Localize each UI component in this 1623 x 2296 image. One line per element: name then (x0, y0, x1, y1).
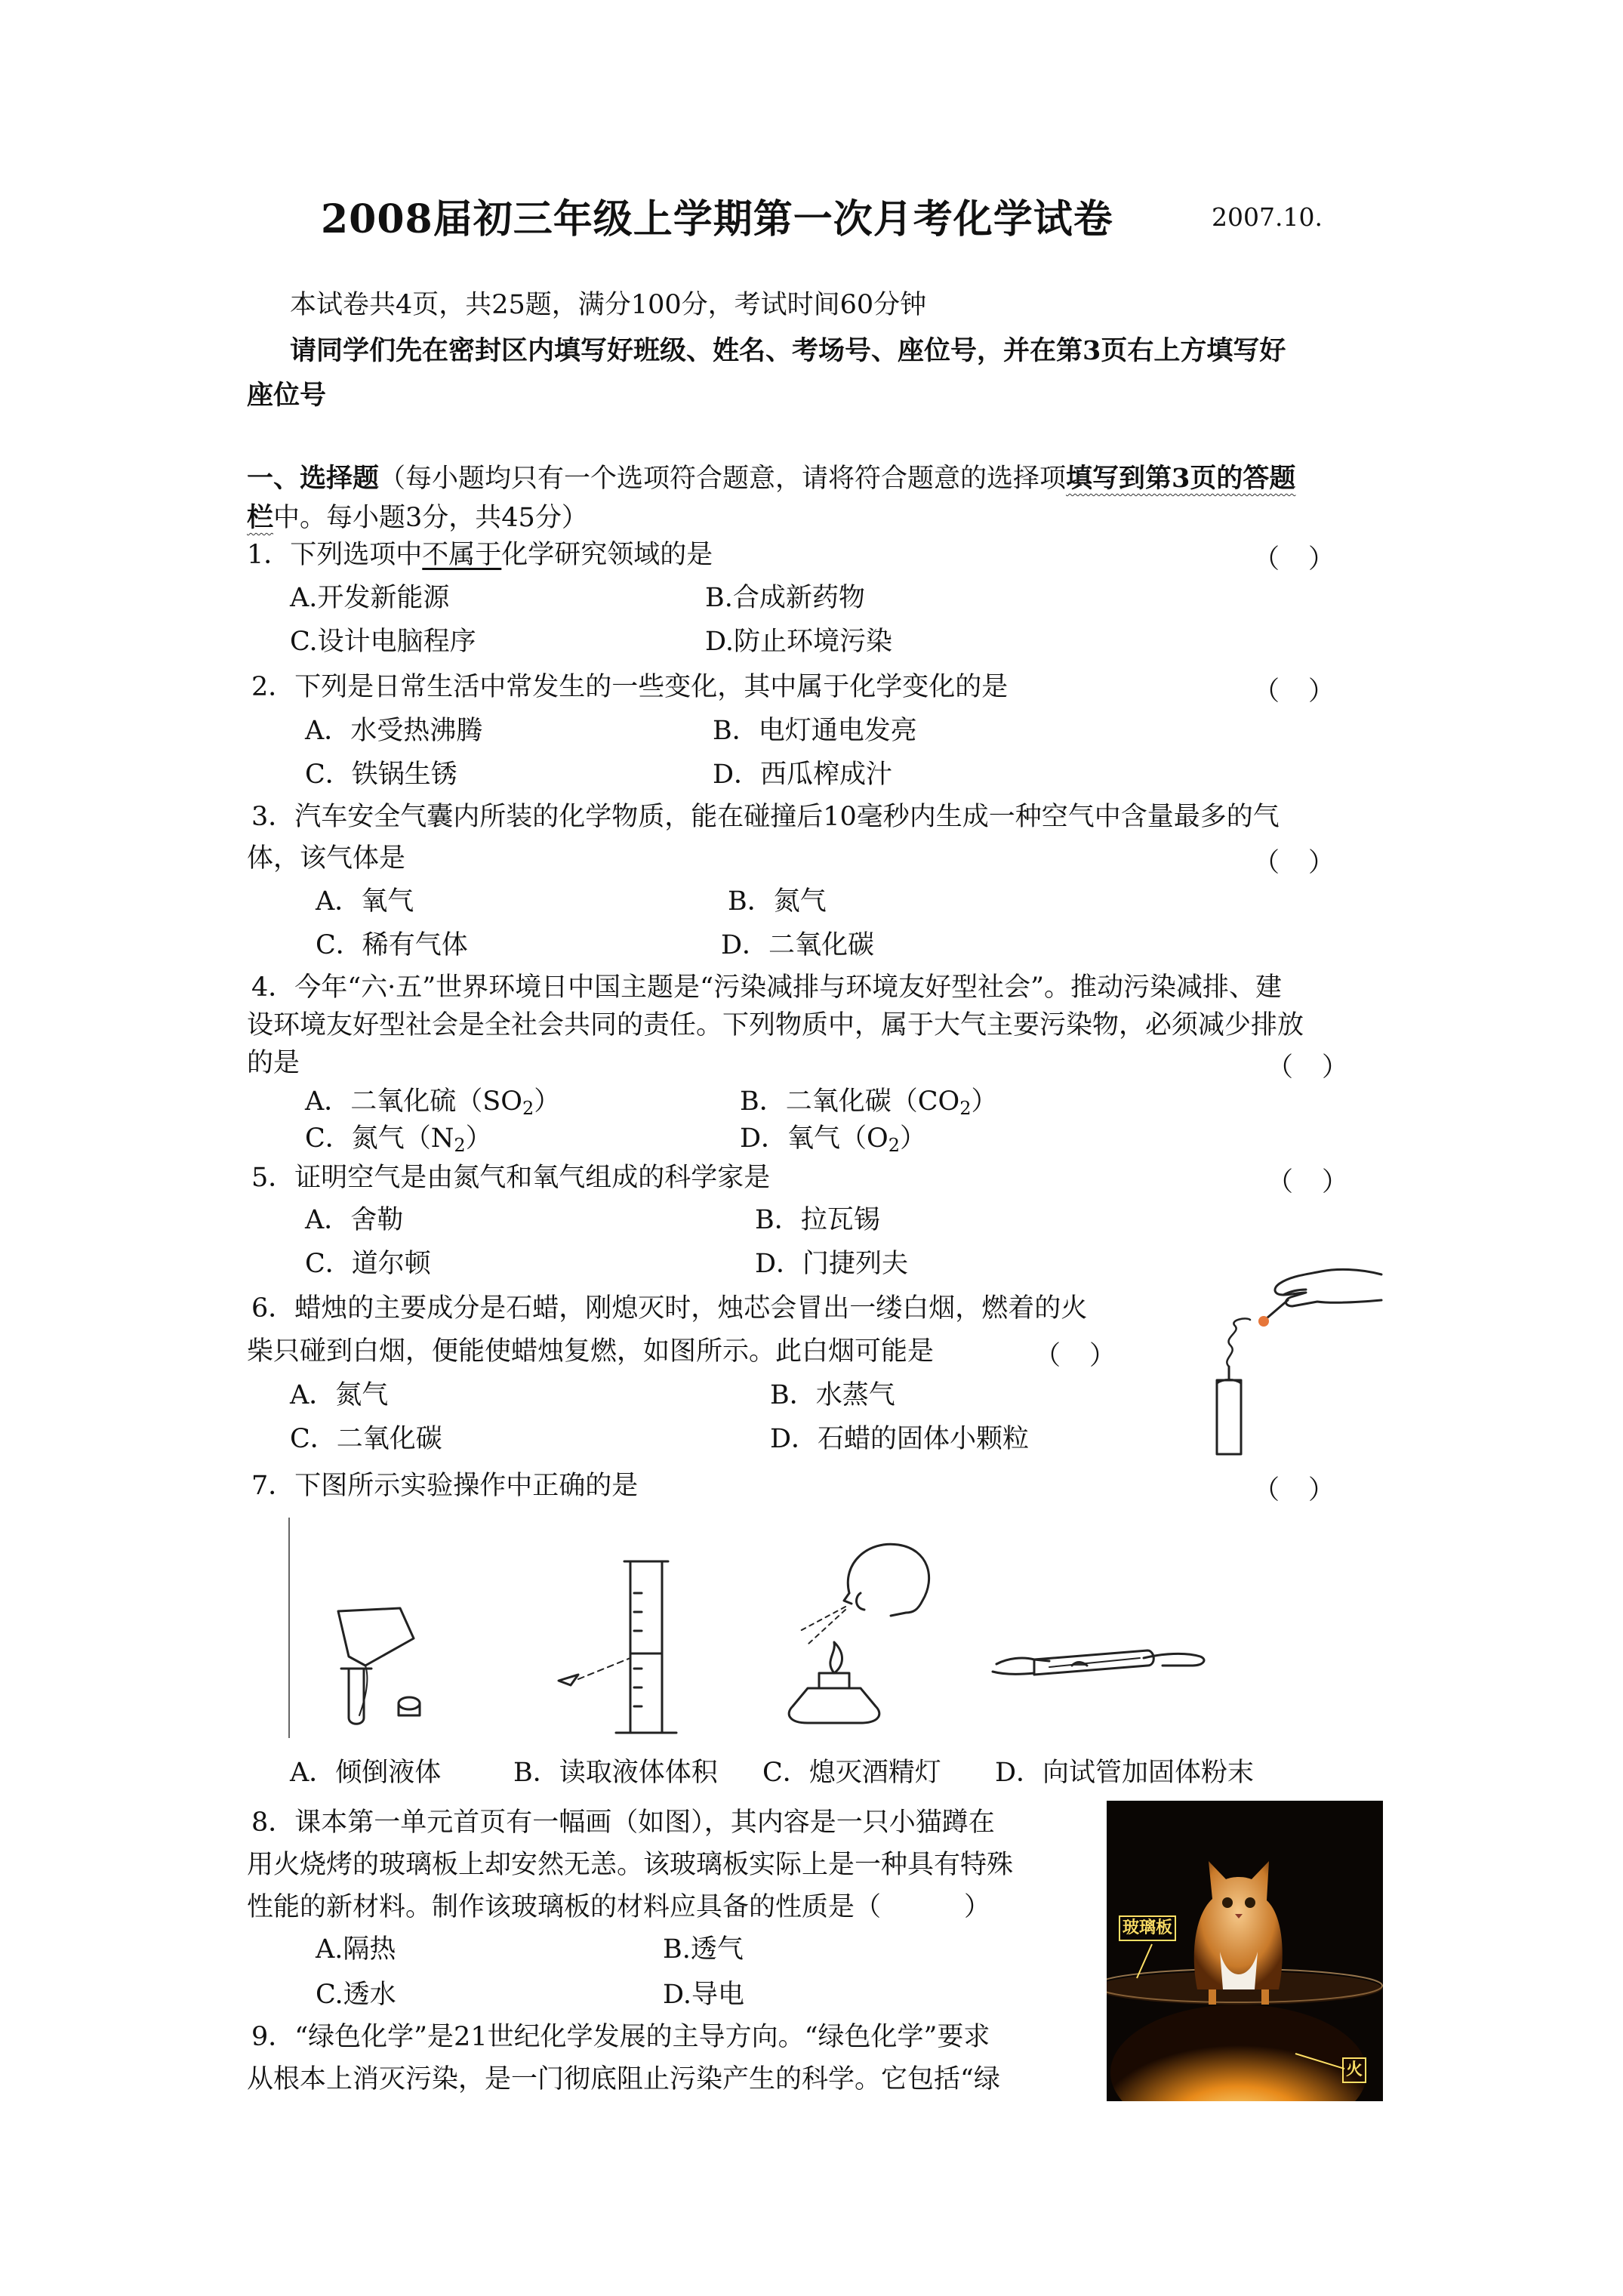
q5-option-c: C．道尔顿 (305, 1249, 431, 1279)
q3-option-a: A．氧气 (316, 886, 414, 917)
intro-line-3: 座位号 (247, 380, 327, 411)
q3-option-c: C．稀有气体 (316, 930, 468, 960)
q4-c-text: C．氮气（N (305, 1123, 454, 1154)
q6-option-b: B．水蒸气 (770, 1380, 895, 1410)
answer-blank-7[interactable]: （） (1253, 1475, 1364, 1505)
q4-a-end: ） (534, 1086, 561, 1117)
label-glass-plate: 玻璃板 (1119, 1915, 1176, 1941)
q6-option-a: A．氮气 (290, 1380, 389, 1410)
q5-option-b: B．拉瓦锡 (755, 1205, 880, 1235)
q1-option-d: D.防止环境污染 (705, 627, 892, 657)
kitten-on-glass-photo (1107, 1801, 1383, 2101)
label-fire: 火 (1342, 2057, 1366, 2083)
q4-d-end: ） (900, 1123, 927, 1154)
q4-d-text: D．氧气（O (740, 1123, 888, 1154)
q8-option-a: A.隔热 (316, 1934, 396, 1965)
q2-option-b: B．电灯通电发亮 (713, 716, 917, 746)
answer-blank-6[interactable]: （） (1034, 1341, 1145, 1371)
q8-stem3-text: 性能的新材料。制作该玻璃板的材料应具备的性质是（ (247, 1892, 882, 1922)
q7-experiment-figures (287, 1518, 1238, 1744)
section-1-desc-a: （每小题均只有一个选项符合题意，请将符合题意的选择项 (379, 464, 1067, 494)
exam-date: 2007.10. (1212, 202, 1323, 232)
q4-d-sub: 2 (888, 1135, 901, 1156)
answer-blank-4[interactable]: （） (1267, 1052, 1378, 1083)
section-1-desc-c: 栏 (247, 502, 274, 533)
q3-option-d: D．二氧化碳 (721, 930, 875, 960)
question-6-stem-2: 柴只碰到白烟，便能使蜡烛复燃，如图所示。此白烟可能是 (247, 1336, 935, 1367)
candle-relight-figure (1178, 1253, 1389, 1457)
q6-option-c: C．二氧化碳 (290, 1424, 442, 1454)
q2-option-d: D．西瓜榨成汁 (713, 760, 893, 790)
section-1-desc-b: 填写到第3页的答题 (1066, 463, 1296, 494)
graduated-cylinder-icon (559, 1561, 676, 1733)
q7-option-a: A．倾倒液体 (290, 1758, 442, 1788)
q5-option-d: D．门捷列夫 (755, 1249, 909, 1279)
page-title: 2008届初三年级上学期第一次月考化学试卷 (321, 196, 1113, 242)
q4-b-end: ） (971, 1086, 998, 1117)
q3-option-b: B．氮气 (728, 886, 827, 917)
q1-stem-post: 化学研究领域的是 (501, 540, 713, 570)
question-8-stem-3 (247, 1891, 990, 1924)
section-1-title: 一、选择题 (247, 463, 380, 494)
q4-c-sub: 2 (454, 1135, 466, 1156)
q4-option-b (740, 1085, 998, 1118)
alcohol-lamp-icon (789, 1544, 929, 1723)
q8-option-d: D.导电 (663, 1980, 744, 2010)
question-3-stem-2: 体，该气体是 (247, 843, 406, 874)
q7-option-d: D．向试管加固体粉末 (995, 1758, 1255, 1788)
q4-option-d (740, 1122, 926, 1155)
q7-option-c: C．熄灭酒精灯 (762, 1758, 941, 1788)
q6-option-d: D．石蜡的固体小颗粒 (770, 1424, 1030, 1454)
q4-option-a (305, 1085, 560, 1118)
intro-line-1: 本试卷共4页，共25题，满分100分，考试时间60分钟 (290, 290, 927, 320)
question-4-stem-2: 设环境友好型社会是全社会共同的责任。下列物质中，属于大气主要污染物，必须减少排放 (247, 1010, 1304, 1040)
answer-blank-5[interactable]: （） (1267, 1167, 1378, 1197)
q1-option-c: C.设计电脑程序 (290, 627, 476, 657)
q8-option-b: B.透气 (663, 1934, 744, 1965)
test-tube-powder-icon (993, 1650, 1204, 1675)
question-8-stem-2: 用火烧烤的玻璃板上却安然无恙。该玻璃板实际上是一种具有特殊 (247, 1850, 1014, 1880)
question-4-stem-1: 4．今年“六·五”世界环境日中国主题是“污染减排与环境友好型社会”。推动污染减排、建 (251, 972, 1282, 1003)
question-8-stem-1: 8．课本第一单元首页有一幅画（如图），其内容是一只小猫蹲在 (251, 1808, 995, 1838)
q1-stem-pre: 1．下列选项中 (247, 540, 423, 570)
q8-option-c: C.透水 (316, 1980, 396, 2010)
match-flame-icon (1258, 1316, 1269, 1327)
section-1-heading (247, 462, 1295, 495)
q1-stem-underlined: 不属于 (422, 540, 502, 570)
q1-option-b: B.合成新药物 (705, 583, 865, 613)
question-2-stem: 2．下列是日常生活中常发生的一些变化，其中属于化学变化的是 (251, 672, 1009, 702)
q7-option-b: B．读取液体体积 (513, 1758, 718, 1788)
q4-option-c (305, 1122, 492, 1155)
q4-c-end: ） (465, 1123, 492, 1154)
answer-blank-2[interactable]: （） (1253, 676, 1364, 707)
q4-a-sub: 2 (522, 1098, 534, 1119)
question-1-stem (247, 538, 713, 572)
q2-option-a: A．水受热沸腾 (305, 716, 483, 746)
q4-a-text: A．二氧化硫（SO (305, 1086, 522, 1117)
question-9-stem-2: 从根本上消灭污染，是一门彻底阻止污染产生的科学。它包括“绿 (247, 2064, 1000, 2094)
question-6-stem-1: 6．蜡烛的主要成分是石蜡，刚熄灭时，烛芯会冒出一缕白烟，燃着的火 (251, 1293, 1088, 1324)
q2-option-c: C．铁锅生锈 (305, 760, 457, 790)
q8-stem3-end: ） (964, 1892, 991, 1922)
q4-b-sub: 2 (959, 1098, 972, 1119)
question-4-stem-3: 的是 (247, 1048, 300, 1078)
answer-blank-1[interactable]: （） (1253, 544, 1364, 575)
pouring-liquid-icon (338, 1608, 420, 1724)
section-1-heading-cont (247, 501, 588, 535)
question-3-stem-1: 3．汽车安全气囊内所装的化学物质，能在碰撞后10毫秒内生成一种空气中含量最多的气 (251, 802, 1280, 832)
q5-option-a: A．舍勒 (305, 1205, 404, 1235)
question-9-stem-1: 9．“绿色化学”是21世纪化学发展的主导方向。“绿色化学”要求 (251, 2022, 990, 2052)
answer-blank-3[interactable]: （） (1253, 848, 1364, 878)
question-7-stem: 7．下图所示实验操作中正确的是 (251, 1471, 639, 1501)
q4-b-text: B．二氧化碳（CO (740, 1086, 960, 1117)
intro-line-2: 请同学们先在密封区内填写好班级、姓名、考场号、座位号，并在第3页右上方填写好 (290, 335, 1286, 366)
question-5-stem: 5．证明空气是由氮气和氧气组成的科学家是 (251, 1163, 771, 1193)
section-1-desc-d: 中。每小题3分，共45分） (273, 503, 588, 533)
q1-option-a: A.开发新能源 (290, 583, 450, 613)
